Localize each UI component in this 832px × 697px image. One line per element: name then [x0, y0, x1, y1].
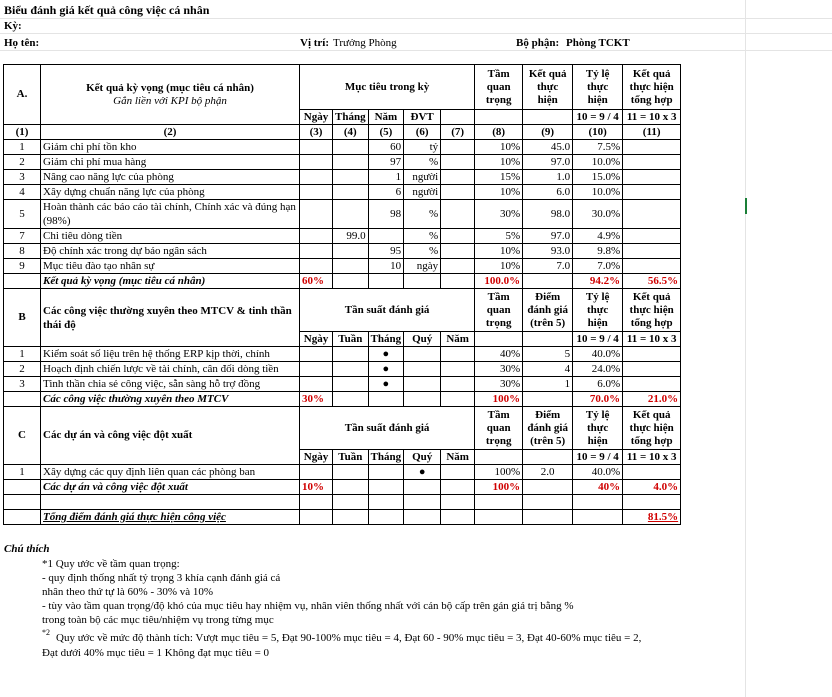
ratio-header-3: hiện — [587, 434, 608, 447]
note-2-sup: *2 — [42, 628, 50, 637]
weight-header-3: trọng — [485, 434, 512, 447]
frequency-mark-icon — [404, 347, 441, 362]
row-name: Hoàn thành các báo cáo tài chính, Chính xác và đúng hạn (98%) — [41, 200, 300, 229]
score-header-3: (trên 5) — [530, 434, 566, 447]
row-year: 60 — [368, 140, 404, 155]
weight-header-1: Tầm — [487, 408, 510, 421]
summary-c-weight: 100% — [475, 480, 523, 495]
dept-value: Phòng TCKT — [566, 37, 630, 49]
ratio-header-2: thực — [587, 421, 609, 434]
summary-c-ratio: 40% — [573, 480, 623, 495]
formula-total-a: 11 = 10 x 3 — [623, 110, 681, 125]
weight-header-2: quan — [486, 303, 511, 316]
row-week — [333, 362, 369, 377]
row-day — [300, 377, 333, 392]
row-month — [333, 200, 369, 229]
row-total — [623, 362, 681, 377]
row-weight: 30% — [475, 200, 523, 229]
row-result: 7.0 — [523, 259, 573, 274]
row-ratio: 9.8% — [573, 244, 623, 259]
row-number: 1 — [4, 465, 41, 480]
summary-a-weight: 100.0% — [475, 274, 523, 289]
col-month: Tháng — [333, 110, 369, 125]
row-total — [623, 185, 681, 200]
row-score: 5 — [523, 347, 573, 362]
note-2-line-2: Đạt dưới 40% mục tiêu = 1 Không đạt mục tiêu = 0 — [42, 647, 270, 659]
row-name: Nâng cao năng lực của phòng — [41, 170, 300, 185]
row-number: 5 — [4, 200, 41, 229]
row-name: Xây dựng các quy định liên quan các phòng ban — [41, 465, 300, 480]
row-unit: % — [404, 229, 441, 244]
row-week — [333, 377, 369, 392]
score-header-2: đánh giá — [527, 421, 568, 434]
row-day — [300, 200, 333, 229]
section-a-title: Kết quả kỳ vọng (mục tiêu cá nhân) — [86, 81, 254, 94]
row-empty — [441, 170, 475, 185]
section-a-code: A. — [4, 65, 41, 125]
row-day — [300, 185, 333, 200]
note-2-line-1: Quy ước về mức độ thành tích: Vượt mục tiêu = 5, Đạt 90-100% mục tiêu = 4, Đạt 60 - 90% mục tiêu = 3, Đạt 40-60% mục tiêu = 2, — [56, 632, 642, 644]
row-number: 7 — [4, 229, 41, 244]
table-row — [4, 170, 681, 185]
table-row — [4, 185, 681, 200]
summary-c-total: 4.0% — [623, 480, 681, 495]
row-result: 1.0 — [523, 170, 573, 185]
total-header-3: tổng hợp — [630, 434, 673, 447]
cell-marker — [745, 198, 747, 214]
col-month: Tháng — [368, 332, 404, 347]
ratio-header-1: Tỷ lệ — [585, 67, 610, 80]
table-row — [4, 377, 681, 392]
row-empty — [441, 140, 475, 155]
ratio-header-3: hiện — [587, 93, 608, 106]
row-weight: 10% — [475, 155, 523, 170]
row-total — [623, 465, 681, 480]
row-number: 3 — [4, 377, 41, 392]
row-total — [623, 244, 681, 259]
row-ratio: 4.9% — [573, 229, 623, 244]
row-unit: ngày — [404, 259, 441, 274]
row-weight: 30% — [475, 362, 523, 377]
row-year: 6 — [368, 185, 404, 200]
total-header-2: thực hiện — [629, 421, 674, 434]
row-total — [623, 377, 681, 392]
row-name: Độ chính xác trong dự báo ngân sách — [41, 244, 300, 259]
row-ratio: 6.0% — [573, 377, 623, 392]
section-a-subtitle: Gắn liền với KPI bộ phận — [113, 94, 227, 107]
table-row — [4, 465, 681, 480]
row-empty — [441, 229, 475, 244]
section-b-code: B — [4, 289, 41, 347]
frequency-mark-icon: ● — [368, 347, 404, 362]
result-header-2: thực — [537, 80, 559, 93]
position-label: Vị trí: — [300, 37, 330, 49]
row-unit: % — [404, 155, 441, 170]
section-c-title: Các dự án và công việc đột xuất — [41, 407, 300, 465]
grand-total-value: 81.5% — [623, 510, 681, 525]
sheet-title: Biểu đánh giá kết quả công việc cá nhân — [4, 3, 210, 17]
evaluation-table — [3, 64, 681, 525]
row-total — [623, 200, 681, 229]
row-month — [333, 185, 369, 200]
row-day — [300, 244, 333, 259]
col-quarter: Quý — [404, 332, 441, 347]
row-year — [441, 377, 475, 392]
row-number: 4 — [4, 185, 41, 200]
summary-b-total: 21.0% — [623, 392, 681, 407]
col-num: (8) — [475, 125, 523, 140]
row-year: 97 — [368, 155, 404, 170]
col-day: Ngày — [300, 110, 333, 125]
freq-header-c: Tần suất đánh giá — [300, 407, 475, 450]
score-header-1: Điểm — [535, 408, 561, 421]
note-1-line-4: trong toàn bộ các mục tiêu/nhiệm vụ trong từng mục — [42, 614, 274, 626]
summary-a-ratio: 94.2% — [573, 274, 623, 289]
score-header-2: đánh giá — [527, 303, 568, 316]
frequency-mark-icon — [368, 465, 404, 480]
row-week — [333, 465, 369, 480]
col-day: Ngày — [300, 450, 333, 465]
total-header-2: thực hiện — [629, 303, 674, 316]
col-year: Năm — [441, 332, 475, 347]
row-weight: 15% — [475, 170, 523, 185]
row-year — [368, 229, 404, 244]
col-num: (2) — [41, 125, 300, 140]
summary-a-label: Kết quả kỳ vọng (mục tiêu cá nhân) — [41, 274, 300, 289]
note-1-line-3: - tùy vào tầm quan trọng/độ khó của mục tiêu hay nhiệm vụ, nhân viên thống nhất với cán bộ cấp trên gán giá trị bằng % — [42, 600, 574, 612]
summary-b-label: Các công việc thường xuyên theo MTCV — [41, 392, 300, 407]
targets-header: Mục tiêu trong kỳ — [300, 65, 475, 110]
row-year — [441, 465, 475, 480]
row-result: 45.0 — [523, 140, 573, 155]
row-day — [300, 465, 333, 480]
table-row — [4, 140, 681, 155]
row-number: 8 — [4, 244, 41, 259]
total-header-1: Kết quả — [632, 408, 671, 421]
summary-b-pct: 30% — [300, 392, 333, 407]
row-year: 98 — [368, 200, 404, 229]
col-year: Năm — [368, 110, 404, 125]
total-header-1: Kết quả — [632, 67, 671, 80]
row-empty — [441, 200, 475, 229]
col-unit: ĐVT — [404, 110, 441, 125]
result-header-1: Kết quả — [528, 67, 567, 80]
row-empty — [441, 155, 475, 170]
summary-a-pct: 60% — [300, 274, 333, 289]
section-b-title: Các công việc thường xuyên theo MTCV & tinh thần thái độ — [41, 289, 300, 347]
row-name: Tinh thần chia sẻ công việc, sẵn sàng hỗ trợ đồng — [41, 377, 300, 392]
row-number: 1 — [4, 347, 41, 362]
table-row — [4, 200, 681, 229]
row-ratio: 40.0% — [573, 347, 623, 362]
row-weight: 40% — [475, 347, 523, 362]
row-weight: 5% — [475, 229, 523, 244]
row-number: 2 — [4, 362, 41, 377]
row-ratio: 7.5% — [573, 140, 623, 155]
row-result: 93.0 — [523, 244, 573, 259]
col-month: Tháng — [368, 450, 404, 465]
formula-ratio-c: 10 = 9 / 4 — [573, 450, 623, 465]
section-c-code: C — [4, 407, 41, 465]
row-name: Giảm chi phí mua hàng — [41, 155, 300, 170]
row-weight: 10% — [475, 244, 523, 259]
row-unit: % — [404, 244, 441, 259]
row-month — [333, 259, 369, 274]
row-month — [333, 244, 369, 259]
score-header-3: (trên 5) — [530, 316, 566, 329]
col-week: Tuần — [333, 450, 369, 465]
row-month — [333, 170, 369, 185]
total-header-1: Kết quả — [632, 290, 671, 303]
ratio-header-2: thực — [587, 80, 609, 93]
row-number: 3 — [4, 170, 41, 185]
row-name: Mục tiêu đào tạo nhân sự — [41, 259, 300, 274]
row-ratio: 15.0% — [573, 170, 623, 185]
row-ratio: 7.0% — [573, 259, 623, 274]
row-unit: người — [404, 185, 441, 200]
row-total — [623, 347, 681, 362]
weight-header-3: trọng — [485, 93, 512, 106]
row-ratio: 10.0% — [573, 155, 623, 170]
row-total — [623, 155, 681, 170]
col-num: (4) — [333, 125, 369, 140]
col-num: (9) — [523, 125, 573, 140]
row-year: 10 — [368, 259, 404, 274]
row-score: 2.0 — [523, 465, 573, 480]
result-header-3: hiện — [537, 93, 558, 106]
frequency-mark-icon: ● — [368, 377, 404, 392]
col-num: (3) — [300, 125, 333, 140]
row-ratio: 10.0% — [573, 185, 623, 200]
summary-c-pct: 10% — [300, 480, 333, 495]
total-header-2: thực hiện — [629, 80, 674, 93]
row-day — [300, 155, 333, 170]
grand-total-label: Tổng điểm đánh giá thực hiện công việc — [41, 510, 300, 525]
row-day — [300, 347, 333, 362]
table-row — [4, 229, 681, 244]
notes-heading: Chú thích — [4, 543, 50, 555]
row-unit: % — [404, 200, 441, 229]
row-ratio: 24.0% — [573, 362, 623, 377]
frequency-mark-icon: ● — [368, 362, 404, 377]
row-day — [300, 229, 333, 244]
row-name: Xây dựng chuẩn năng lực của phòng — [41, 185, 300, 200]
row-year — [441, 347, 475, 362]
col-num: (7) — [441, 125, 475, 140]
formula-ratio-a: 10 = 9 / 4 — [573, 110, 623, 125]
col-day: Ngày — [300, 332, 333, 347]
summary-a-total: 56.5% — [623, 274, 681, 289]
row-result: 97.0 — [523, 229, 573, 244]
col-num: (1) — [4, 125, 41, 140]
row-ratio: 30.0% — [573, 200, 623, 229]
formula-ratio-b: 10 = 9 / 4 — [573, 332, 623, 347]
row-unit: tỷ — [404, 140, 441, 155]
table-row — [4, 155, 681, 170]
row-month: 99.0 — [333, 229, 369, 244]
weight-header-1: Tầm — [487, 290, 510, 303]
col-year: Năm — [441, 450, 475, 465]
row-name: Chi tiêu dòng tiền — [41, 229, 300, 244]
total-header-3: tổng hợp — [630, 316, 673, 329]
col-num: (10) — [573, 125, 623, 140]
row-result: 98.0 — [523, 200, 573, 229]
row-year — [441, 362, 475, 377]
row-number: 9 — [4, 259, 41, 274]
row-number: 1 — [4, 140, 41, 155]
row-month — [333, 140, 369, 155]
note-1-title: *1 Quy ước về tầm quan trọng: — [42, 558, 180, 570]
col-num: (6) — [404, 125, 441, 140]
row-weight: 30% — [475, 377, 523, 392]
summary-b-weight: 100% — [475, 392, 523, 407]
row-empty — [441, 185, 475, 200]
frequency-mark-icon — [404, 362, 441, 377]
row-ratio: 40.0% — [573, 465, 623, 480]
row-total — [623, 140, 681, 155]
col-quarter: Quý — [404, 450, 441, 465]
row-day — [300, 362, 333, 377]
row-empty — [441, 244, 475, 259]
note-1-line-1: - quy định thống nhất tỷ trọng 3 khía cạnh đánh giá cá — [42, 572, 281, 584]
ratio-header-2: thực — [587, 303, 609, 316]
row-day — [300, 170, 333, 185]
weight-header-3: trọng — [485, 316, 512, 329]
table-row — [4, 362, 681, 377]
row-name: Hoạch định chiến lược về tài chính, cân đối dòng tiền — [41, 362, 300, 377]
row-score: 4 — [523, 362, 573, 377]
weight-header-1: Tầm — [487, 67, 510, 80]
total-header-3: tổng hợp — [630, 93, 673, 106]
row-month — [333, 155, 369, 170]
row-total — [623, 259, 681, 274]
row-year: 95 — [368, 244, 404, 259]
table-row — [4, 259, 681, 274]
ratio-header-1: Tỷ lệ — [585, 408, 610, 421]
row-weight: 10% — [475, 259, 523, 274]
col-week: Tuần — [333, 332, 369, 347]
summary-c-label: Các dự án và công việc đột xuất — [41, 480, 300, 495]
col-num: (11) — [623, 125, 681, 140]
row-result: 6.0 — [523, 185, 573, 200]
row-name: Giảm chi phí tồn kho — [41, 140, 300, 155]
col-num: (5) — [368, 125, 404, 140]
row-total — [623, 229, 681, 244]
row-total — [623, 170, 681, 185]
table-row — [4, 347, 681, 362]
ratio-header-1: Tỷ lệ — [585, 290, 610, 303]
summary-b-ratio: 70.0% — [573, 392, 623, 407]
frequency-mark-icon: ● — [404, 465, 441, 480]
position-value: Trưởng Phòng — [333, 37, 397, 49]
formula-total-b: 11 = 10 x 3 — [623, 332, 681, 347]
frequency-mark-icon — [404, 377, 441, 392]
row-name: Kiểm soát số liệu trên hệ thống ERP kịp thời, chính — [41, 347, 300, 362]
row-year: 1 — [368, 170, 404, 185]
row-day — [300, 140, 333, 155]
table-row — [4, 244, 681, 259]
name-label: Họ tên: — [4, 37, 40, 49]
row-number: 2 — [4, 155, 41, 170]
period-label: Kỳ: — [4, 20, 22, 32]
dept-label: Bộ phận: — [516, 37, 560, 49]
row-weight: 10% — [475, 185, 523, 200]
row-empty — [441, 259, 475, 274]
row-day — [300, 259, 333, 274]
weight-header-2: quan — [486, 80, 511, 93]
ratio-header-3: hiện — [587, 316, 608, 329]
row-weight: 100% — [475, 465, 523, 480]
row-week — [333, 347, 369, 362]
note-1-line-2: nhân theo thứ tự là 60% - 30% và 10% — [42, 586, 214, 598]
score-header-1: Điểm — [535, 290, 561, 303]
freq-header-b: Tần suất đánh giá — [300, 289, 475, 332]
formula-total-c: 11 = 10 x 3 — [623, 450, 681, 465]
weight-header-2: quan — [486, 421, 511, 434]
row-score: 1 — [523, 377, 573, 392]
row-unit: người — [404, 170, 441, 185]
row-result: 97.0 — [523, 155, 573, 170]
row-weight: 10% — [475, 140, 523, 155]
